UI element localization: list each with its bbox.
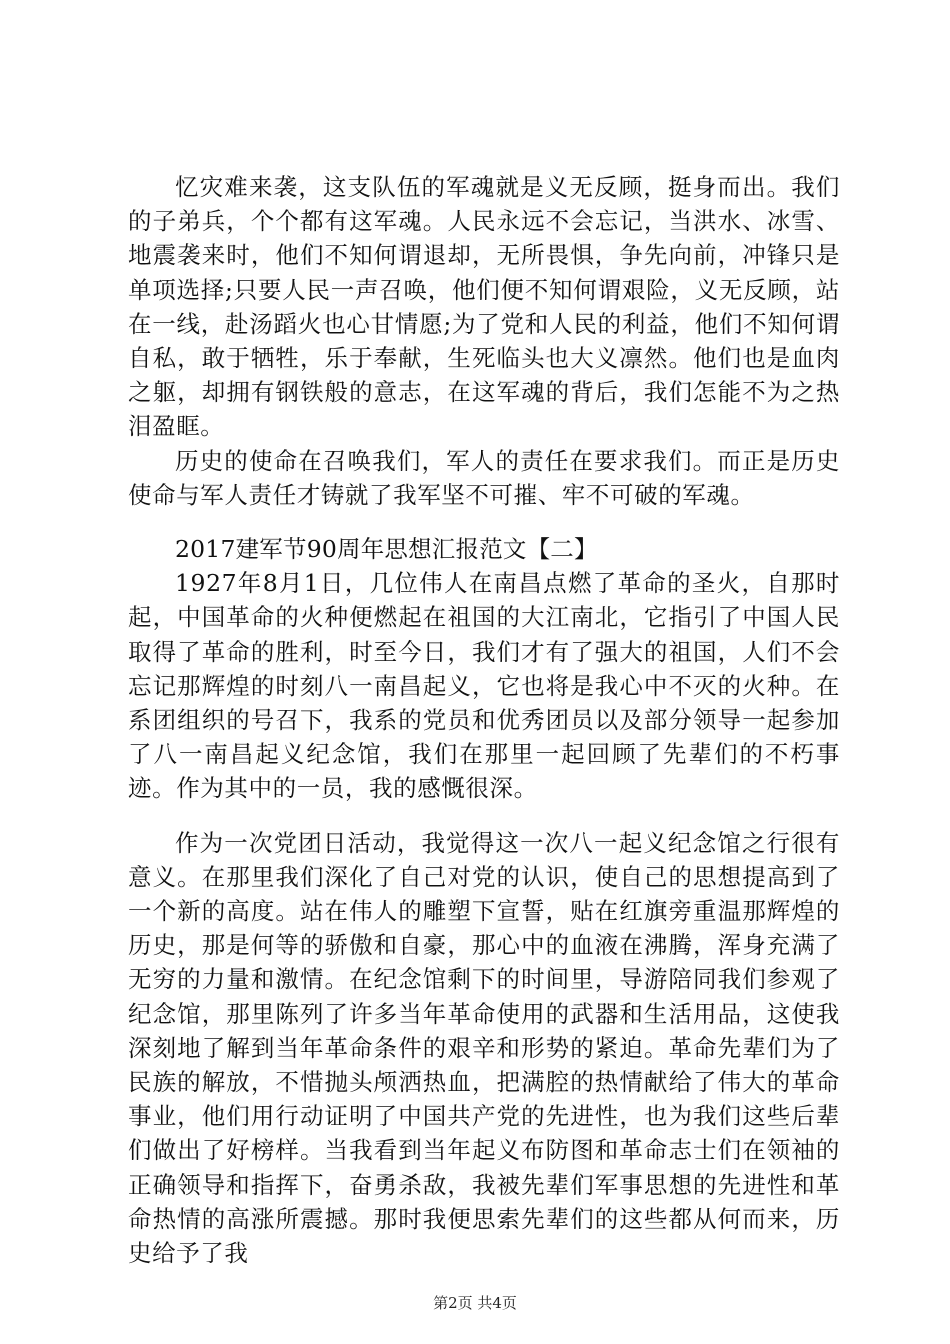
paragraph: 历史的使命在召唤我们，军人的责任在要求我们。而正是历史使命与军人责任才铸就了我军坚不可摧、牢不可破的军魂。 [128, 446, 840, 509]
paragraph: 1927年8月1日，几位伟人在南昌点燃了革命的圣火，自那时起，中国革命的火种便燃起在祖国的大江南北，它指引了中国人民取得了革命的胜利，时至今日，我们才有了强大的祖国，人们不会忘记那辉煌的时刻八一南昌起义，它也将是我心中不灭的火种。在系团组织的号召下，我系的党员和优秀团员以及部分领导一起参加了八一南昌起义纪念馆，我们在那里一起回顾了先辈们的不朽事迹。作为其中的一员，我的感慨很深。 [128, 569, 840, 803]
paragraph: 作为一次党团日活动，我觉得这一次八一起义纪念馆之行很有意义。在那里我们深化了自己对党的认识，使自己的思想提高到了一个新的高度。站在伟人的雕塑下宣誓，贴在红旗旁重温那辉煌的历史，那是何等的骄傲和自豪，那心中的血液在沸腾，浑身充满了无穷的力量和激情。在纪念馆剩下的时间里，导游陪同我们参观了纪念馆，那里陈列了许多当年革命使用的武器和生活用品，这使我深刻地了解到当年革命条件的艰辛和形势的紧迫。革命先辈们为了民族的解放，不惜抛头颅洒热血，把满腔的热情献给了伟大的革命事业，他们用行动证明了中国共产党的先进性，也为我们这些后辈们做出了好榜样。当我看到当年起义布防图和革命志士们在领袖的正确领导和指挥下，奋勇杀敌，我被先辈们军事思想的先进性和革命热情的高涨所震撼。那时我便思索先辈们的这些都从何而来，历史给予了我 [128, 828, 840, 1268]
document-body [128, 170, 840, 1270]
paragraph: 忆灾难来袭，这支队伍的军魂就是义无反顾，挺身而出。我们的子弟兵，个个都有这军魂。人民永远不会忘记，当洪水、冰雪、地震袭来时，他们不知何谓退却，无所畏惧，争先向前，冲锋只是单项选择;只要人民一声召唤，他们便不知何谓艰险，义无反顾，站在一线，赴汤蹈火也心甘情愿;为了党和人民的利益，他们不知何谓自私，敢于牺牲，乐于奉献，生死临头也大义凛然。他们也是血肉之躯，却拥有钢铁般的意志，在这军魂的背后，我们怎能不为之热泪盈眶。 [128, 173, 840, 441]
page-footer: 第2页 共4页 [433, 1294, 517, 1312]
section-heading: 2017建军节90周年思想汇报范文【二】 [175, 535, 598, 564]
